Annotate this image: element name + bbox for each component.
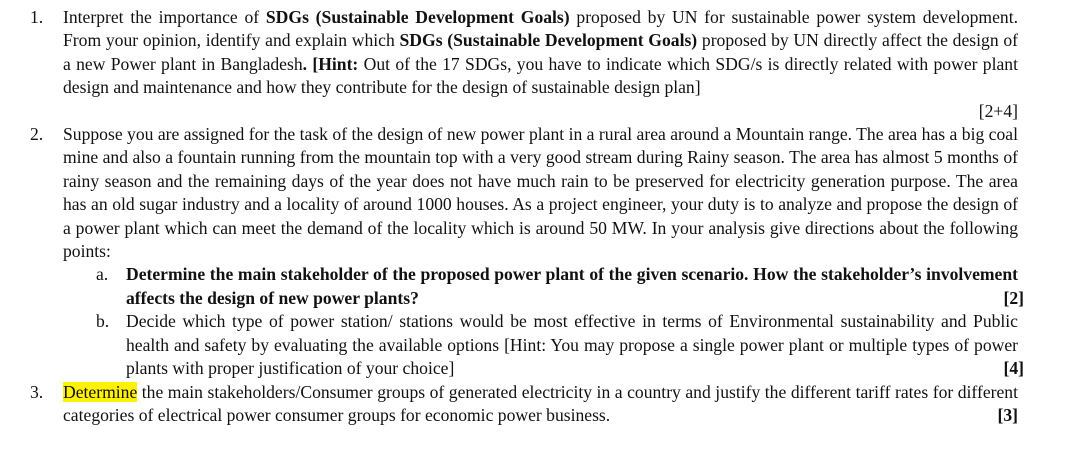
question-number: 2. — [30, 124, 44, 145]
question-text: Interpret the importance of — [63, 7, 266, 27]
marks-label: [3] — [997, 404, 1018, 425]
question-2 — [0, 123, 1080, 263]
question-number: 1. — [30, 7, 44, 27]
highlighted-word: Determine — [63, 381, 138, 402]
sub-question-letter: b. — [96, 311, 110, 332]
question-text: Out of the 17 SDGs, you have to indicate which SDG/s is directly related with power plant design and maintenance and how they contribute for the design of sustainable design plan] — [63, 53, 1018, 98]
marks-label: [4] — [1003, 358, 1024, 379]
question-text: proposed by UN for sustainable power system development. From your opinion, identify and explain which — [63, 7, 1018, 51]
marks-label: [2+4] — [978, 100, 1018, 121]
question-2a — [0, 263, 1080, 310]
bold-term: SDGs (Sustainable Development Goals) — [265, 7, 570, 27]
sub-question-text: Determine the main stakeholder of the proposed power plant of the given scenario. How the stakeholder’s involvement affects the design of new power plants? — [126, 264, 1018, 308]
question-2b — [0, 310, 1080, 380]
sub-question-letter: a. — [96, 264, 109, 285]
question-text: proposed by UN directly affect the design of a new Power plant in Bangladesh — [63, 30, 1019, 74]
question-3 — [0, 381, 1080, 428]
bold-term: SDGs (Sustainable Development Goals) — [399, 30, 698, 51]
marks-label: [2] — [1003, 287, 1024, 308]
question-1 — [0, 6, 1080, 123]
sub-question-text: Decide which type of power station/ stations would be most effective in terms of Environmental sustainability and Public health and safety by evaluating the available options [Hint: You may propose a single power plant or multiple types of power plants with proper justification of your choice] — [126, 311, 1018, 379]
hint-label: . [Hint: — [302, 53, 359, 74]
question-number: 3. — [30, 381, 44, 402]
question-text: the main stakeholders/Consumer groups of generated electricity in a country and justify the different tariff rates for different categories of electrical power consumer groups for economic power business. — [63, 381, 1018, 425]
question-text: Suppose you are assigned for the task of the design of new power plant in a rural area around a Mountain range. The area has a big coal mine and also a fountain running from the mountain top with a very good stream during Rainy season. The area has almost 5 months of rainy season and the remaining days of the year does not have much rain to be preserved for electricity generation purpose. The area has an old sugar industry and a locality of around 1000 houses. As a project engineer, your duty is to analyze and propose the design of a power plant which can meet the demand of the locality which is around 50 MW. In your analysis give directions about the following points: — [63, 124, 1018, 262]
